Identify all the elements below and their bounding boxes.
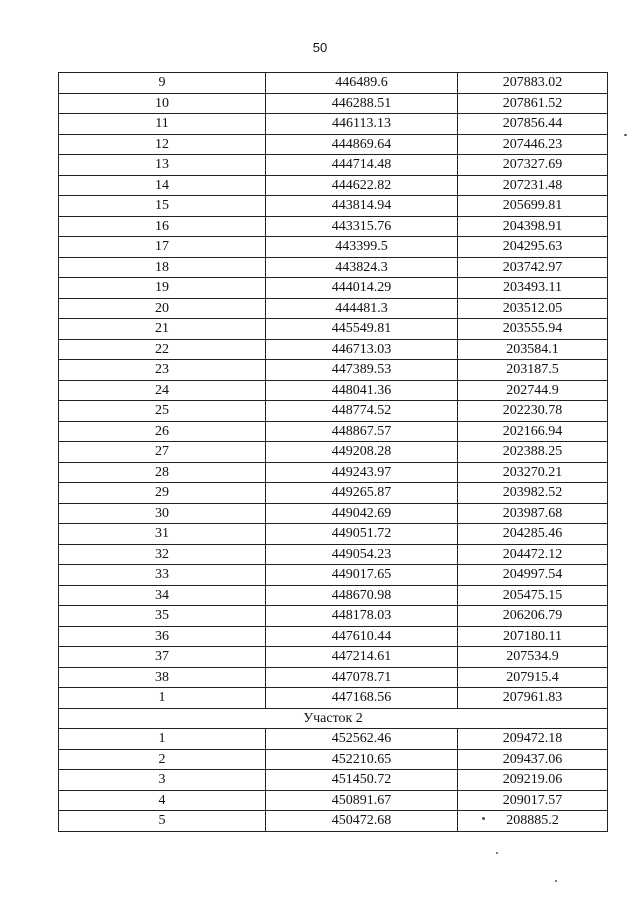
x-coordinate-cell: 444014.29 <box>266 278 458 299</box>
x-coordinate-cell: 448670.98 <box>266 585 458 606</box>
x-coordinate-cell: 443824.3 <box>266 257 458 278</box>
y-coordinate-cell: 203187.5 <box>458 360 608 381</box>
y-coordinate-cell: 209472.18 <box>458 729 608 750</box>
point-number-cell: 14 <box>59 175 266 196</box>
point-number-cell: 32 <box>59 544 266 565</box>
y-coordinate-cell: 204997.54 <box>458 565 608 586</box>
page-number: 50 <box>312 40 328 55</box>
coordinates-table <box>58 72 608 832</box>
y-coordinate-cell: 209017.57 <box>458 790 608 811</box>
x-coordinate-cell: 449054.23 <box>266 544 458 565</box>
table-row <box>59 175 608 196</box>
y-coordinate-cell: 209437.06 <box>458 749 608 770</box>
x-coordinate-cell: 447389.53 <box>266 360 458 381</box>
x-coordinate-cell: 446288.51 <box>266 93 458 114</box>
point-number-cell: 2 <box>59 749 266 770</box>
point-number-cell: 13 <box>59 155 266 176</box>
x-coordinate-cell: 445549.81 <box>266 319 458 340</box>
x-coordinate-cell: 443315.76 <box>266 216 458 237</box>
point-number-cell: 29 <box>59 483 266 504</box>
table-row <box>59 93 608 114</box>
point-number-cell: 34 <box>59 585 266 606</box>
x-coordinate-cell: 443814.94 <box>266 196 458 217</box>
table-row <box>59 134 608 155</box>
table-row <box>59 770 608 791</box>
point-number-cell: 19 <box>59 278 266 299</box>
x-coordinate-cell: 448041.36 <box>266 380 458 401</box>
section-row <box>59 708 608 729</box>
x-coordinate-cell: 444869.64 <box>266 134 458 155</box>
y-coordinate-cell: 207915.4 <box>458 667 608 688</box>
y-coordinate-cell: 204398.91 <box>458 216 608 237</box>
point-number-cell: 1 <box>59 688 266 709</box>
table-row <box>59 421 608 442</box>
point-number-cell: 24 <box>59 380 266 401</box>
x-coordinate-cell: 449042.69 <box>266 503 458 524</box>
y-coordinate-cell: 207180.11 <box>458 626 608 647</box>
point-number-cell: 4 <box>59 790 266 811</box>
x-coordinate-cell: 446113.13 <box>266 114 458 135</box>
table-row <box>59 565 608 586</box>
y-coordinate-cell: 202388.25 <box>458 442 608 463</box>
table-row <box>59 114 608 135</box>
point-number-cell: 33 <box>59 565 266 586</box>
table-row <box>59 257 608 278</box>
x-coordinate-cell: 447168.56 <box>266 688 458 709</box>
x-coordinate-cell: 444714.48 <box>266 155 458 176</box>
table-row <box>59 606 608 627</box>
table-row <box>59 73 608 94</box>
point-number-cell: 28 <box>59 462 266 483</box>
table-row <box>59 462 608 483</box>
y-coordinate-cell: 204295.63 <box>458 237 608 258</box>
point-number-cell: 38 <box>59 667 266 688</box>
point-number-cell: 23 <box>59 360 266 381</box>
x-coordinate-cell: 449265.87 <box>266 483 458 504</box>
table-row <box>59 688 608 709</box>
point-number-cell: 26 <box>59 421 266 442</box>
x-coordinate-cell: 446713.03 <box>266 339 458 360</box>
y-coordinate-cell: 207883.02 <box>458 73 608 94</box>
table-row <box>59 524 608 545</box>
scan-speck <box>624 134 627 136</box>
table-row <box>59 483 608 504</box>
table-row <box>59 544 608 565</box>
x-coordinate-cell: 449208.28 <box>266 442 458 463</box>
table-row <box>59 442 608 463</box>
point-number-cell: 31 <box>59 524 266 545</box>
scan-speck <box>555 880 557 882</box>
x-coordinate-cell: 447078.71 <box>266 667 458 688</box>
point-number-cell: 21 <box>59 319 266 340</box>
table-row <box>59 811 608 832</box>
y-coordinate-cell: 207861.52 <box>458 93 608 114</box>
table-row <box>59 196 608 217</box>
x-coordinate-cell: 448774.52 <box>266 401 458 422</box>
y-coordinate-cell: 207231.48 <box>458 175 608 196</box>
y-coordinate-cell: 207446.23 <box>458 134 608 155</box>
y-coordinate-cell: 204472.12 <box>458 544 608 565</box>
y-coordinate-cell: 203493.11 <box>458 278 608 299</box>
y-coordinate-cell: 203512.05 <box>458 298 608 319</box>
point-number-cell: 30 <box>59 503 266 524</box>
point-number-cell: 17 <box>59 237 266 258</box>
point-number-cell: 11 <box>59 114 266 135</box>
point-number-cell: 16 <box>59 216 266 237</box>
table-row <box>59 278 608 299</box>
table-row <box>59 729 608 750</box>
section-label: Участок 2 <box>59 708 608 729</box>
table-row <box>59 790 608 811</box>
y-coordinate-cell: 203982.52 <box>458 483 608 504</box>
table-row <box>59 749 608 770</box>
y-coordinate-cell: 202230.78 <box>458 401 608 422</box>
point-number-cell: 18 <box>59 257 266 278</box>
point-number-cell: 35 <box>59 606 266 627</box>
x-coordinate-cell: 447214.61 <box>266 647 458 668</box>
y-coordinate-cell: 202744.9 <box>458 380 608 401</box>
y-coordinate-cell: 207961.83 <box>458 688 608 709</box>
x-coordinate-cell: 447610.44 <box>266 626 458 647</box>
x-coordinate-cell: 452210.65 <box>266 749 458 770</box>
y-coordinate-cell: 207856.44 <box>458 114 608 135</box>
y-coordinate-cell: 209219.06 <box>458 770 608 791</box>
table-row <box>59 647 608 668</box>
point-number-cell: 36 <box>59 626 266 647</box>
y-coordinate-cell: 207327.69 <box>458 155 608 176</box>
table-row <box>59 339 608 360</box>
point-number-cell: 37 <box>59 647 266 668</box>
y-coordinate-cell: 205475.15 <box>458 585 608 606</box>
table-row <box>59 626 608 647</box>
x-coordinate-cell: 451450.72 <box>266 770 458 791</box>
y-coordinate-cell: 203987.68 <box>458 503 608 524</box>
x-coordinate-cell: 450891.67 <box>266 790 458 811</box>
y-coordinate-cell: 204285.46 <box>458 524 608 545</box>
point-number-cell: 10 <box>59 93 266 114</box>
x-coordinate-cell: 444481.3 <box>266 298 458 319</box>
x-coordinate-cell: 443399.5 <box>266 237 458 258</box>
table-row <box>59 298 608 319</box>
table-row <box>59 667 608 688</box>
y-coordinate-cell: 203584.1 <box>458 339 608 360</box>
point-number-cell: 22 <box>59 339 266 360</box>
x-coordinate-cell: 449017.65 <box>266 565 458 586</box>
x-coordinate-cell: 450472.68 <box>266 811 458 832</box>
table-row <box>59 360 608 381</box>
table-row <box>59 401 608 422</box>
y-coordinate-cell: 206206.79 <box>458 606 608 627</box>
point-number-cell: 25 <box>59 401 266 422</box>
x-coordinate-cell: 448867.57 <box>266 421 458 442</box>
table-row <box>59 237 608 258</box>
coordinates-table-body <box>59 73 608 832</box>
table-row <box>59 503 608 524</box>
y-coordinate-cell: 202166.94 <box>458 421 608 442</box>
point-number-cell: 1 <box>59 729 266 750</box>
y-coordinate-cell: 203270.21 <box>458 462 608 483</box>
scan-speck <box>482 817 485 820</box>
y-coordinate-cell: 207534.9 <box>458 647 608 668</box>
x-coordinate-cell: 449051.72 <box>266 524 458 545</box>
x-coordinate-cell: 446489.6 <box>266 73 458 94</box>
x-coordinate-cell: 449243.97 <box>266 462 458 483</box>
table-row <box>59 380 608 401</box>
table-row <box>59 155 608 176</box>
point-number-cell: 5 <box>59 811 266 832</box>
scan-speck <box>496 852 498 854</box>
y-coordinate-cell: 208885.2 <box>458 811 608 832</box>
table-row <box>59 216 608 237</box>
point-number-cell: 27 <box>59 442 266 463</box>
x-coordinate-cell: 452562.46 <box>266 729 458 750</box>
table-row <box>59 585 608 606</box>
y-coordinate-cell: 203742.97 <box>458 257 608 278</box>
point-number-cell: 15 <box>59 196 266 217</box>
x-coordinate-cell: 448178.03 <box>266 606 458 627</box>
point-number-cell: 9 <box>59 73 266 94</box>
y-coordinate-cell: 203555.94 <box>458 319 608 340</box>
point-number-cell: 20 <box>59 298 266 319</box>
point-number-cell: 12 <box>59 134 266 155</box>
x-coordinate-cell: 444622.82 <box>266 175 458 196</box>
table-row <box>59 319 608 340</box>
point-number-cell: 3 <box>59 770 266 791</box>
y-coordinate-cell: 205699.81 <box>458 196 608 217</box>
